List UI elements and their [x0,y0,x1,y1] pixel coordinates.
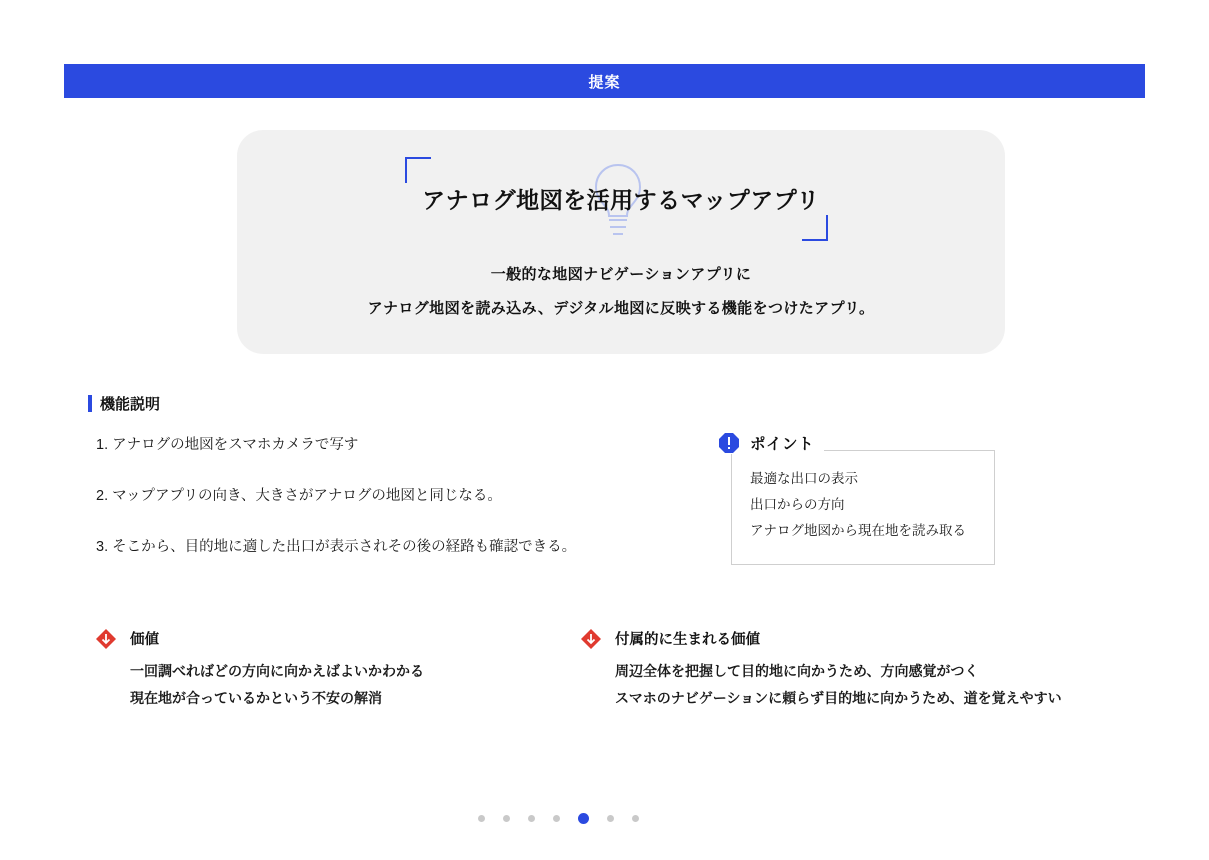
accent-bar [88,395,92,412]
list-item: アナログ地図から現在地を読み取る [750,523,966,538]
list-item: 一回調べればどの方向に向かえばよいかわかる [130,663,424,679]
value-block-primary [96,628,424,712]
pagination-dot[interactable] [528,815,535,822]
list-item: スマホのナビゲーションに頼らず目的地に向かうため、道を覚えやすい [615,690,1062,706]
list-item: 1. アナログの地図をスマホカメラで写す [96,437,359,453]
point-items-list [750,466,990,544]
value-block-secondary [581,628,1062,712]
point-header [718,432,824,454]
list-item: 最適な出口の表示 [750,471,858,486]
hero-headline: アナログ地図を活用するマップアプリ [422,187,820,213]
value-lines [96,658,424,712]
pagination-dots[interactable] [478,813,648,824]
list-item: 3. そこから、目的地に適した出口が表示されその後の経路も確認できる。 [96,539,577,555]
bracket-bottom-right-decoration [802,215,828,241]
value-title: 価値 [130,632,159,648]
slide-title-bar [64,64,1145,98]
list-item: 周辺全体を把握して目的地に向かうため、方向感覚がつく [615,663,979,679]
feature-steps-list [96,434,696,587]
pagination-dot-active[interactable] [578,813,589,824]
exclamation-badge-icon [718,432,740,454]
section-heading-label: 機能説明 [100,396,161,413]
pagination-dot[interactable] [553,815,560,822]
hero-subtext [237,258,1005,326]
pagination-dot[interactable] [607,815,614,822]
hero-subtext-line-2: アナログ地図を読み込み、デジタル地図に反映する機能をつけたアプリ。 [367,300,875,317]
list-item: 2. マップアプリの向き、大きさがアナログの地図と同じなる。 [96,488,502,504]
pagination-dot[interactable] [632,815,639,822]
list-item: 現在地が合っているかという不安の解消 [130,690,382,706]
value-heading [96,628,424,649]
hero-card [237,130,1005,354]
value-heading [581,628,1062,649]
diamond-arrow-icon [96,629,116,649]
bracket-top-left-decoration [405,157,431,183]
section-heading-features [88,393,160,414]
value-title: 付属的に生まれる価値 [615,632,760,648]
value-lines [581,658,1062,712]
diamond-arrow-icon [581,629,601,649]
point-title: ポイント [750,436,815,453]
slide-title: 提案 [588,73,621,91]
list-item: 出口からの方向 [750,497,845,512]
hero-subtext-line-1: 一般的な地図ナビゲーションアプリに [490,266,752,283]
pagination-dot[interactable] [503,815,510,822]
pagination-dot[interactable] [478,815,485,822]
